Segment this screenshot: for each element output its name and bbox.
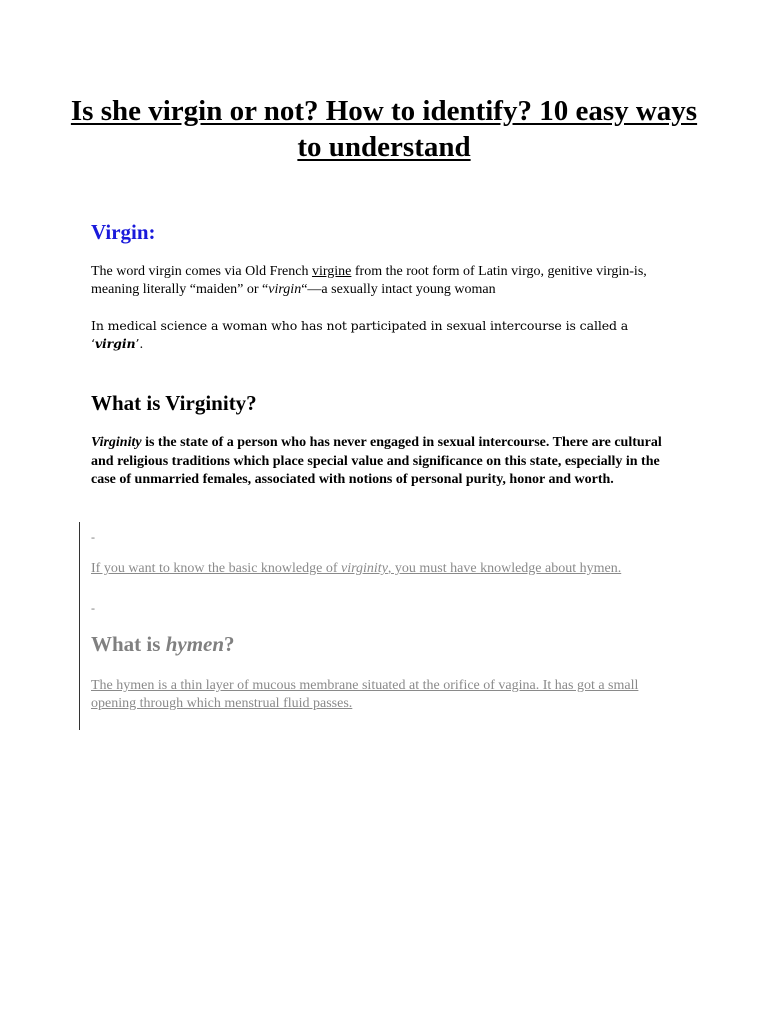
text-segment: If you want to know the basic knowledge of — [91, 561, 341, 576]
text-italic: virginity — [341, 561, 388, 576]
hymen-definition-link[interactable]: The hymen is a thin layer of mucous membrane situated at the orifice of vagina. It has got a small opening through which menstrual fluid passes. — [91, 678, 639, 711]
text-segment: , you must have knowledge about hymen. — [387, 561, 622, 576]
dash-marker: - — [91, 601, 95, 615]
text-bold-italic: virgin — [94, 336, 136, 351]
quote-bar — [79, 522, 80, 730]
page-title: Is she virgin or not? How to identify? 10 easy ways to understand — [70, 95, 698, 163]
text-segment: ’. — [135, 336, 144, 351]
dash-marker: - — [91, 530, 95, 544]
text-segment: is the state of a person who has never engaged in sexual intercourse. There are cultural and religious traditions which place special value and significance on this state, especially in the case of unmarried females, associated with notions of personal purity, honor and worth. — [91, 435, 662, 487]
text-segment: ? — [224, 632, 235, 656]
text-segment: from the root form of Latin virgo, genitive virgin-is, meaning literally “maiden” or “ — [91, 264, 647, 297]
heading-virginity: What is Virginity? — [91, 391, 257, 415]
paragraph-virgin-etymology — [91, 263, 683, 299]
text-segment: “—a sexually intact young woman — [301, 282, 496, 297]
text-italic: virgin — [268, 282, 302, 297]
paragraph-virginity-definition — [91, 434, 671, 490]
text-italic: Virginity — [91, 435, 142, 450]
virgine-link[interactable]: virgine — [311, 264, 352, 279]
heading-hymen — [91, 632, 235, 657]
paragraph-medical-definition — [91, 317, 683, 353]
heading-virgin: Virgin: — [91, 220, 156, 244]
text-italic: hymen — [165, 632, 225, 656]
hymen-knowledge-link[interactable] — [91, 560, 681, 578]
text-segment: The word virgin comes via Old French — [91, 264, 312, 279]
text-segment: In medical science a woman who has not participated in sexual intercourse is called a ‘ — [91, 318, 629, 351]
text-segment: What is — [91, 632, 166, 656]
